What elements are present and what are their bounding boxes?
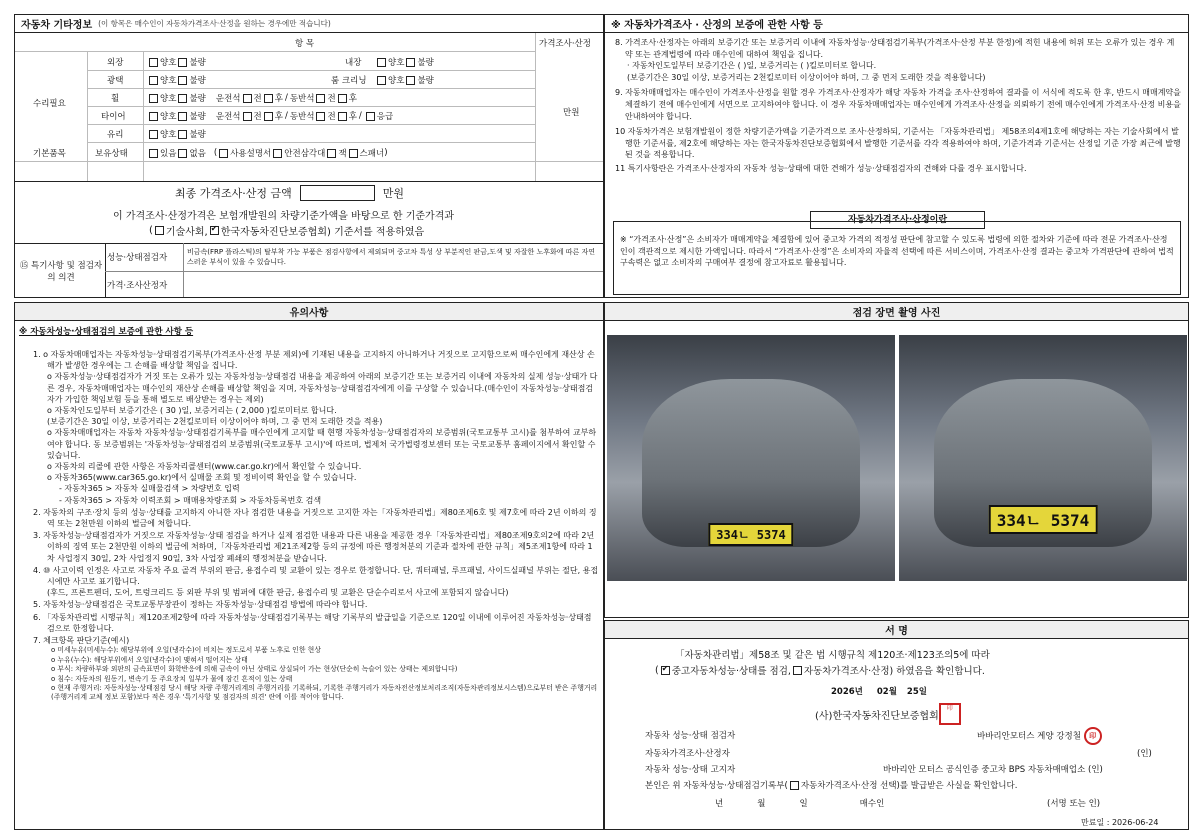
q3-title: 유의사항 [289,308,329,319]
price-guarantee-panel [604,14,1189,298]
precaution-item: 3. 자동차성능·상태점검자가 거짓으로 자동차성능·상태 점검을 하거나 실제 점검한 내용과 다른 내용을 제공한 경우「자동차관리법」제80조제9호의2에 따라 2년 이하의 징역 또는 2천만원 이하의 벌금에 처하며,「자동차관리법 제21조제2항 등의 규정에 따른 행정처분의 기준과 절차에 관한 규칙」제5조제1항에 따라 1차 사업정지 30일, 2차 사업정지 90일, 3차 사업장 폐쇄의 행정처분을 받습니다. [33,531,595,563]
q5-title: 서 명 [885,626,908,637]
definition-title: 자동차가격조사·산정이란 [810,211,985,229]
precaution-item: o 자동차365(www.car365.go.kr)에서 실매물 조회 및 정비이력 확인을 할 수 있습니다. [47,473,357,483]
triangle-checkbox[interactable] [273,149,282,158]
criteria-item: o 미세누유(미세누수): 해당부위에 오일(냉각수)이 비치는 정도로서 부품 노후로 인한 현상 [51,646,321,655]
final-price-label: 최종 가격조사·산정 금액 [175,187,292,200]
exterior-good-checkbox[interactable] [149,58,158,67]
price-inspector-sign-label: 자동차가격조사·산정자 [645,749,730,759]
precaution-item: 6. 「자동차관리법 시행규칙」제120조제2항에 따라 자동차성능·상태점검기록부는 해당 기록부의 발급일을 기준으로 120일 이내에 이루어진 자동차성능·상태점검으로 한정합니다. [33,612,592,633]
q1-title: 자동차 기타정보 [21,20,93,31]
gloss-good-checkbox[interactable] [149,76,158,85]
exterior-bad-checkbox[interactable] [178,58,187,67]
precaution-item: 1. o 자동차매매업자는 자동차성능·상태점검기록부(가격조사·산정 부분 제외)에 기재된 내용을 고지하지 아니하거나 거짓으로 고지함으로써 매수인에게 재산상 손해가 발생한 경우에는 그 손해를 배상할 책임을 집니다. [33,350,595,371]
criteria-item: o 침수: 자동차의 원동기, 변속기 등 주요장치 일부가 물에 잠긴 흔적이 있는 상태 [51,674,293,683]
precaution-item: 2. 자동차의 구조·장치 등의 성능·상태를 고지하지 아니한 자나 점검한 내용을 거짓으로 고지한 자는「자동차관리법」제80조제6호 및 제7호에 따라 2년 이하의 징역 또는 2천만원 이하의 벌금에 처합니다. [33,507,597,529]
tire-good-checkbox[interactable] [149,112,158,121]
q4-title: 점검 장면 촬영 사진 [852,308,941,319]
repair-needed-label: 수리필요 [33,99,66,109]
price-unit: 만원 [563,108,580,118]
definition-box [613,221,1181,295]
notifier-sign-label: 자동차 성능·상태 고지자 [645,765,736,775]
front-photo [607,335,895,581]
clause-8: 8. 가격조사·산정자는 아래의 보증기간 또는 보증거리 이내에 자동차성능·상태점검기록부(가격조사·산정 부분 한정)에 적힌 내용에 허위 또는 오류가 있는 경우 계약 또는 관계법령에 따라 매수인에 대하여 책임을 집니다. [615,38,1175,59]
precaution-item: o 자동차의 리콜에 관한 사항은 자동차리콜센터(www.car.go.kr)에서 확인할 수 있습니다. [47,462,362,472]
q4-header [605,303,1188,321]
precaution-item: (보증기간은 30일 이상, 보증거리는 2천킬로미터 이상이어야 하며, 그 중 먼저 도래한 것을 적용) [47,417,383,427]
rear-plate: 334ㄴ 5374 [989,505,1098,534]
q2-header [605,15,1188,33]
criteria-item: o 부식: 차량하부와 외판의 금속표면이 화학반응에 의해 금속이 아닌 상태로 상실되어 가는 현상(단순히 녹슬어 있는 상태는 제외합니다) [51,665,458,674]
precaution-item: o 자동차인도일부터 보증기간은 ( 30 )일, 보증거리는 ( 2,000 )킬로미터로 합니다. [47,406,337,416]
q1-header [15,15,603,33]
kadia-checkbox[interactable] [210,226,219,235]
notifier-sign-value: 바바리안 모터스 공식인증 중고차 BPS 자동차매매업소 (인) [883,765,1103,775]
perf-inspector-label: 성능·상태점검자 [107,253,168,263]
tire-label: 타이어 [101,112,126,122]
gloss-label: 광택 [107,76,124,86]
buyer-sign-placeholder: (서명 또는 인) [1047,799,1101,809]
sign-law-line: 「자동차관리법」제58조 및 같은 법 시행규칙 제120조·제123조의5에 따라 [675,650,990,661]
tire-passenger-front-checkbox[interactable] [316,112,325,121]
tire-bad-checkbox[interactable] [178,112,187,121]
spanner-checkbox[interactable] [349,149,358,158]
perf-inspector-sign-value: 바바리안모터스 계양 강정철 印 [977,727,1102,745]
precaution-item: 5. 자동차성능·상태점검은 국토교통부장관이 정하는 자동차성능·상태점검 방법에 따라야 합니다. [33,600,368,610]
q3-header [15,303,603,321]
hold-status-label: 보유상태 [95,149,128,159]
precaution-item: 4. ⑩ 사고이력 인정은 사고로 자동차 주요 골격 부위의 판금, 용접수리 및 교환이 있는 경우로 한정합니다. 단, 쿼터패널, 루프패널, 사이드실패널 부위는 절단, 용접 시에만 사고로 표기합니다. [33,565,599,587]
expiry-date: 만료일 : 2026-06-24 [1081,818,1159,827]
criteria-item: o 누유(누수): 해당부위에서 오일(냉각수)이 맺혀서 떨어지는 상태 [51,655,248,664]
q3-red-heading: ※ 자동차성능·상태점검의 보증에 관한 사항 등 [19,327,194,337]
price-inspector-label: 가격·조사산정자 [107,281,168,291]
price-check-checkbox[interactable] [793,666,802,675]
sign-year: 2026년 [831,687,863,697]
definition-text: ※ “가격조사·산정”은 소비자가 매매계약을 체결함에 있어 중고차 가격의 적정성 판단에 참고할 수 있도록 법령에 의한 절차와 기준에 따라 전문 가격조사·산정인이 객관적으로 제시한 가액입니다. 따라서 “가격조사·산정”은 소비자의 자율적 선택에 따른 서비스이며, 가격조사·산정 결과는 중고차 가격판단에 관하여 법적 구속력은 없고 소비자의 구매여부 결정에 참고자료로 활용됩니다. [620,235,1174,268]
interior-good-checkbox[interactable] [377,58,386,67]
final-price-unit: 만원 [382,187,405,200]
photo-panel [604,302,1189,618]
perf-inspector-opinion: 비금속(FRP 플라스틱)의 탈부착 가능 부품은 점검사항에서 제외되며 중고차 특성 상 부분적인 판금,도색 및 자잘한 노후화에 따른 자연스러운 부식이 있을 수 있습니다. [187,248,596,266]
clause-9: 9. 자동차매매업자는 매수인이 가격조사·산정을 원할 경우 가격조사·산정자가 해당 자동차 가격을 조사·산정하여 결과를 이 서식에 적도록 한 후, 반드시 매매계약을 체결하기 전에 매수인에게 서면으로 고지하여야 합니다. 이 경우 자동차매매업자는 매수인에게 가격조사·산정을 의뢰하기 전에 매수인에게 가격조사·산정 비용을 안내하여야 합니다. [615,88,1181,121]
wheel-passenger-rear-checkbox[interactable] [338,94,347,103]
buyer-label: 매수인 [859,799,885,809]
basic-items-label: 기본품목 [33,149,66,159]
tech-society-checkbox[interactable] [155,226,164,235]
precaution-list [33,349,599,703]
glass-bad-checkbox[interactable] [178,130,187,139]
tire-driver-front-checkbox[interactable] [243,112,252,121]
car-front-image [642,379,861,546]
glass-label: 유리 [107,130,124,140]
wheel-label: 휠 [111,94,120,104]
col-price-header: 가격조사·산정 [539,39,591,49]
perf-inspector-sign-label: 자동차 성능·상태 점검자 [645,731,736,741]
clause-11: 11 특기사항란은 가격조사·산정자의 자동차 성능·상태에 대한 견해가 성능·상태점검자의 견해와 다를 경우 표시합니다. [615,163,1027,173]
tire-driver-rear-checkbox[interactable] [264,112,273,121]
signature-panel: 서 명 「자동차관리법」제58조 및 같은 법 시행규칙 제120조·제123조의5에 따라 ( ✔ 중고자동차성능·상태를 점검, 자동차가격조사·산정) 하였음을 확인합니다. 2026년 02월 25일 (사)한국자동차진단보증협회 印 자동차 성능·상태 점검자 바바리안모터스 계양 강정철 印 자동차가격조사·산정자 (인) 자동차 성능·상태 고지자 바바리안 모터스 공식인증 중고차 BPS 자동차매매업소 (인) 본인은 위 자동차성능·상태점검기록부( 자동차가격조사·산정 선택)를 발급받은 사실을 확인합니다. 년 월 일 매수인 (서명 또는 인) 만료일 : 2026-06-24 [604,620,1189,830]
room-cleaning-label: 룸 크리닝 [331,76,367,86]
rear-photo [899,335,1187,581]
precaution-item: 7. 체크항목 판단기준(예시) [33,636,130,646]
manual-checkbox[interactable] [219,149,228,158]
final-price-input[interactable] [300,185,375,201]
vehicle-other-info-panel: 자동차 기타정보 (이 항목은 매수인이 자동차가격조사·산정을 원하는 경우에만 적습니다) 항 목 가격조사·산정 수리필요 만원 외장 양호 불량 내장 양호 불량 광택 양호 불량 룸 크리닝 양호 불량 휠 양호 불량 운전석 전 후 / 동반석 전 후 타이어 양호 불량 운전석 전 후 / 동반석 전 후 / 응급 유리 양호 불량 기본품목 보유상태 있음 없음 ( 사용설명서 안전삼각대 잭 스패너 ) 최종 가격조사·산정 금액 만원 이 가격조사·산정가격은 보험개발원의 차량기준가액을 바탕으로 한 기준가격과 ( 기술사회, ✔ 한국자동차진단보증협회) 기준서를 적용하였음 ⑮ 특기사항 및 점검자의 의견 성능·상태점검자 비금속(FRP 플라스틱)의 탈부착 가능 부품은 점검사항에서 제외되며 중고차 특성 상 부분적인 판금,도색 및 자잘한 노후화에 따른 자연스러운 부식이 있을 수 있습니다. 가격·조사산정자 [14,14,604,298]
wheel-driver-rear-checkbox[interactable] [264,94,273,103]
association-name: (사)한국자동차진단보증협회 [815,710,939,722]
precaution-item: (후드, 프론트펜더, 도어, 트렁크리드 등 외판 부위 및 범퍼에 대한 판금, 용접수리 및 교환은 단순수리로서 사고에 포함되지 않습니다) [47,588,509,598]
association-seal-icon: 印 [939,703,961,725]
q1-subtitle: (이 항목은 매수인이 자동차가격조사·산정을 원하는 경우에만 적습니다) [98,19,331,28]
basis-line-1: 이 가격조사·산정가격은 보험개발원의 차량기준가액을 바탕으로 한 기준가격과 [113,211,455,222]
precautions-panel [14,302,604,830]
wheel-passenger-front-checkbox[interactable] [316,94,325,103]
sign-month: 02월 [876,687,897,697]
wheel-bad-checkbox[interactable] [178,94,187,103]
precaution-item: - 자동차365 > 자동차 실매물검색 > 차량번호 입력 [59,484,240,494]
clause-8-note: (보증기간은 30일 이상, 보증거리는 2천킬로미터 이상이어야 하며, 그 중 먼저 도래한 것을 적용합니다) [627,72,986,82]
q2-title: ※ 자동차가격조사 · 산정의 보증에 관한 사항 등 [611,20,823,31]
precaution-item: - 자동차365 > 자동차 이력조회 > 매매용차량조회 > 자동차등록번호 검색 [59,495,322,505]
special-notes-label: ⑮ 특기사항 및 점검자의 의견 [19,261,103,283]
col-item-header: 항 목 [295,39,315,49]
jack-checkbox[interactable] [327,149,336,158]
interior-label: 내장 [345,58,362,68]
exterior-label: 외장 [107,58,124,68]
basic-no-checkbox[interactable] [178,149,187,158]
clause-10: 10 자동차가격은 보험개발원이 정한 차량기준가액을 기준가격으로 조사·산정하되, 기준서는 「자동차관리법」 제58조의4제1호에 해당하는 자는 기술사회에서 발행한 기준서를, 제2호에 해당하는 자는 한국자동차진단보증협회에서 발행한 기준서를 각각 적용하여야 하며, 기준가격과 기준서는 산정일 기준 가장 최근에 발행된 것을 적용합니다. [615,127,1181,160]
gloss-bad-checkbox[interactable] [178,76,187,85]
tire-emergency-checkbox[interactable] [366,112,375,121]
wheel-good-checkbox[interactable] [149,94,158,103]
front-plate: 334ㄴ 5374 [708,523,793,546]
clause-8-period: · 자동차인도일부터 보증기간은 ( )일, 보증거리는 ( )킬로미터로 합니다. [627,61,877,71]
q5-header [605,621,1188,639]
room-bad-checkbox[interactable] [406,76,415,85]
room-good-checkbox[interactable] [377,76,386,85]
inspector-seal-icon: 印 [1084,727,1102,745]
sign-day: 25일 [906,687,927,697]
precaution-item: o 자동차매매업자는 자동차 자동차성능·상태점검기록부를 매수인에게 고지할 때 현행 자동차성능·상태점검자의 보증범위(국토교통부 고시)를 첨부하여 교부하여야 합니다. 동 보증범위는 '자동차성능·상태점검의 보증범위(국토교통부 고시)'에 따르며, 법제처 국가법령정보센터 또는 국토교통부 홈페이지에서 확인할 수 있습니다. [47,428,597,460]
interior-bad-checkbox[interactable] [406,58,415,67]
precaution-item: o 자동차성능·상태점검자가 거짓 또는 오류가 있는 자동차성능·상태점검 내용을 제공하여 아래의 보증기간 또는 보증거리 이내에 자동차의 실제 성능·상태가 다른 경우, 자동차매매업자는 매수인의 재산상 손해를 배상할 책임을 지며, 자동차성능·상태점검자에게 이를 구상할 수 있습니다.(매수인이 자동차성능·상태점검자가 가입한 책임보험 등을 통해 별도로 배상받는 경우는 제외) [47,372,598,404]
price-inspector-sign-value: (인) [1137,749,1152,759]
criteria-item: o 현재 주행거리: 자동차성능·상태점검 당시 해당 차량 주행거리계의 주행거리를 기록하되, 기록한 주행거리가 자동차전산정보처리조직(자동차관리정보시스템)으로부터 받은 주행거리(주행거리계 교체 정보 포함)보다 적은 경우 '특기사항 및 점검자의 의견' 란에 이를 적어야 합니다. [51,683,598,702]
perf-check-checkbox[interactable] [661,666,670,675]
glass-good-checkbox[interactable] [149,130,158,139]
buyer-price-checkbox[interactable] [790,781,799,790]
wheel-driver-front-checkbox[interactable] [243,94,252,103]
tire-passenger-rear-checkbox[interactable] [338,112,347,121]
basic-yes-checkbox[interactable] [149,149,158,158]
